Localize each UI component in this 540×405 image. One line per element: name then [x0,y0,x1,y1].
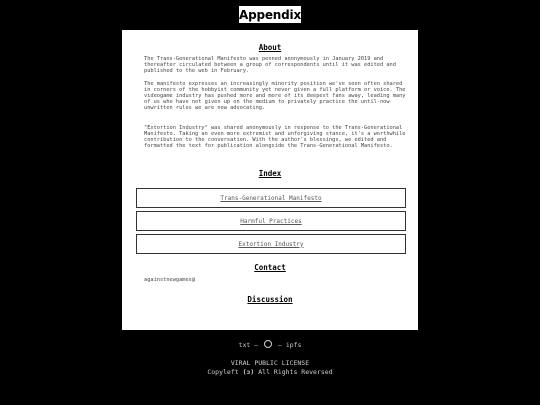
index-link-harmful-practices[interactable]: Harmful Practices [136,211,406,231]
separator-left: — [254,341,259,349]
about-heading: About [258,43,282,52]
discussion-heading[interactable]: Discussion [247,295,293,304]
content-card [122,30,418,330]
about-paragraph-2: The manifesto expresses an increasingly minority position we've seen often shared in corners of the hobbyist community yet never given a full platform or voice. The videogame industry has pushed more and more of its deepest fans away, leading many of us who have not given up on the medium to privately practice the until-now unwritten rules we are now advocating. [144,81,406,111]
about-paragraph-1: The Trans-Generational Manifesto was penned anonymously in January 2019 and thereafter circulated between a group of correspondents until it was edited and published to the web in February. [144,56,396,74]
copyleft-prefix: Copyleft [207,368,239,376]
index-link-trans-generational-manifesto[interactable]: Trans-Generational Manifesto [136,188,406,208]
circle-icon[interactable] [264,340,272,348]
txt-link[interactable]: txt [238,341,251,349]
contact-email[interactable]: againstnewgames@ [144,277,196,283]
copyleft-suffix: All Rights Reversed [258,368,333,376]
ipfs-link[interactable]: ipfs [285,341,302,349]
footer-links [0,340,540,349]
index-link-extortion-industry[interactable]: Extortion Industry [136,234,406,254]
separator-right: — [277,341,282,349]
copyleft-icon: (ɔ) [242,368,255,376]
copyleft-line [0,368,540,376]
index-heading: Index [258,169,282,178]
page-title: Appendix [239,7,301,22]
contact-heading: Contact [254,263,286,272]
license-text: VIRAL PUBLIC LICENSE [230,359,310,367]
about-paragraph-3: "Extortion Industry" was shared anonymously in response to the Trans-Generational Manifesto. Taking an even more extremist and unforgiving stance, it's a worthwhile contribution to the conversation. With the author's blessings, we edited and formatted the text for publication alongside the Trans-Generational Manifesto. [144,125,406,149]
